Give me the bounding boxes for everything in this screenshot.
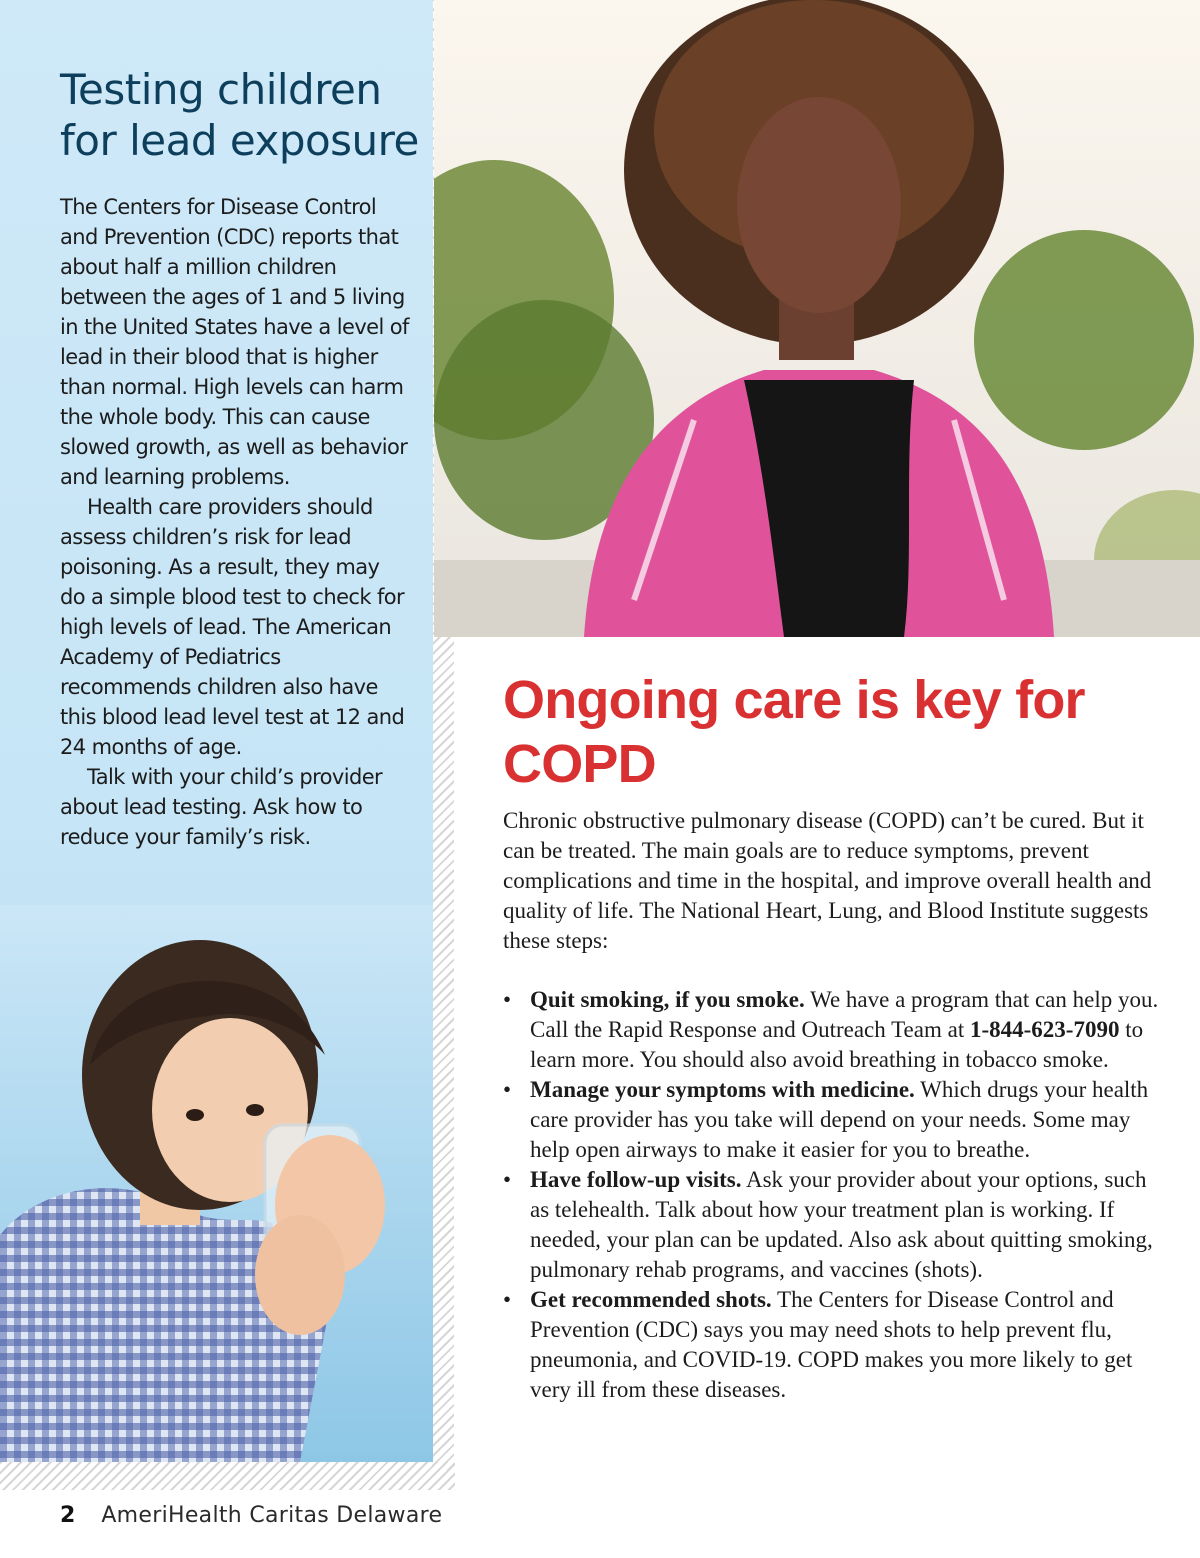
list-item: [503, 1165, 1163, 1285]
bullet-text: The Centers for Disease Control and Prevention (CDC) says you may need shots to help prevent flu, pneumonia, and COVID-19. COPD makes you more likely to get very ill from these diseases.: [530, 1287, 1133, 1402]
list-item: [503, 1285, 1163, 1405]
list-item: [503, 985, 1163, 1075]
phone-number: 1-844-623-7090: [969, 1017, 1120, 1042]
page-number: 2: [60, 1503, 76, 1528]
sidebar-panel: [0, 0, 433, 1462]
steps-list: [503, 985, 1163, 1405]
brand-name: AmeriHealth Caritas Delaware: [101, 1503, 443, 1528]
sidebar-paragraph: Talk with your child’s provider about lead testing. Ask how to reduce your family’s risk.: [60, 765, 383, 849]
bullet-lead: Have follow-up visits.: [530, 1167, 742, 1192]
page-footer: [60, 1503, 442, 1528]
bullet-lead: Manage your symptoms with medicine.: [530, 1077, 915, 1102]
woman-breathing-photo: [434, 0, 1200, 637]
sidebar-title: Testing children for lead exposure: [60, 65, 419, 165]
bullet-text: Ask your provider about your options, such as telehealth. Talk about how your treatment plan is working. If needed, your plan can be updated. Also ask about quitting smoking, pulmonary rehab programs, and vaccines (shots).: [530, 1167, 1153, 1282]
sidebar-paragraph: The Centers for Disease Control and Prevention (CDC) reports that about half a million children between the ages of 1 and 5 living in the United States have a level of lead in their blood that is higher than normal. High levels can harm the whole body. This can cause slowed growth, as well as behavior and learning problems.: [60, 195, 409, 489]
sidebar-body: [60, 192, 410, 852]
article-intro: Chronic obstructive pulmonary disease (COPD) can’t be cured. But it can be treated. The main goals are to reduce symptoms, prevent complications and time in the hospital, and improve overall health and quality of life. The National Heart, Lung, and Blood Institute suggests these steps:: [503, 808, 1152, 953]
list-item: [503, 1075, 1163, 1165]
bullet-lead: Quit smoking, if you smoke.: [530, 987, 805, 1012]
bullet-text: Which drugs your health care provider has you take will depend on your needs. Some may help open airways to make it easier for you to breathe.: [530, 1077, 1149, 1162]
bullet-lead: Get recommended shots.: [530, 1287, 772, 1312]
bullet-text: We have a program that can help you. Call the Rapid Response and Outreach Team at: [530, 987, 1159, 1042]
hatch-border-horizontal: [0, 1462, 455, 1490]
sidebar-paragraph: Health care providers should assess children’s risk for lead poisoning. As a result, they may do a simple blood test to check for high levels of lead. The American Academy of Pediatrics recommends children also have this blood lead level test at 12 and 24 months of age.: [60, 495, 405, 759]
article-title: Ongoing care is key for COPD: [503, 670, 1085, 794]
child-drinking-water-photo: [0, 905, 433, 1462]
bullet-text: to learn more. You should also avoid breathing in tobacco smoke.: [530, 1017, 1144, 1072]
